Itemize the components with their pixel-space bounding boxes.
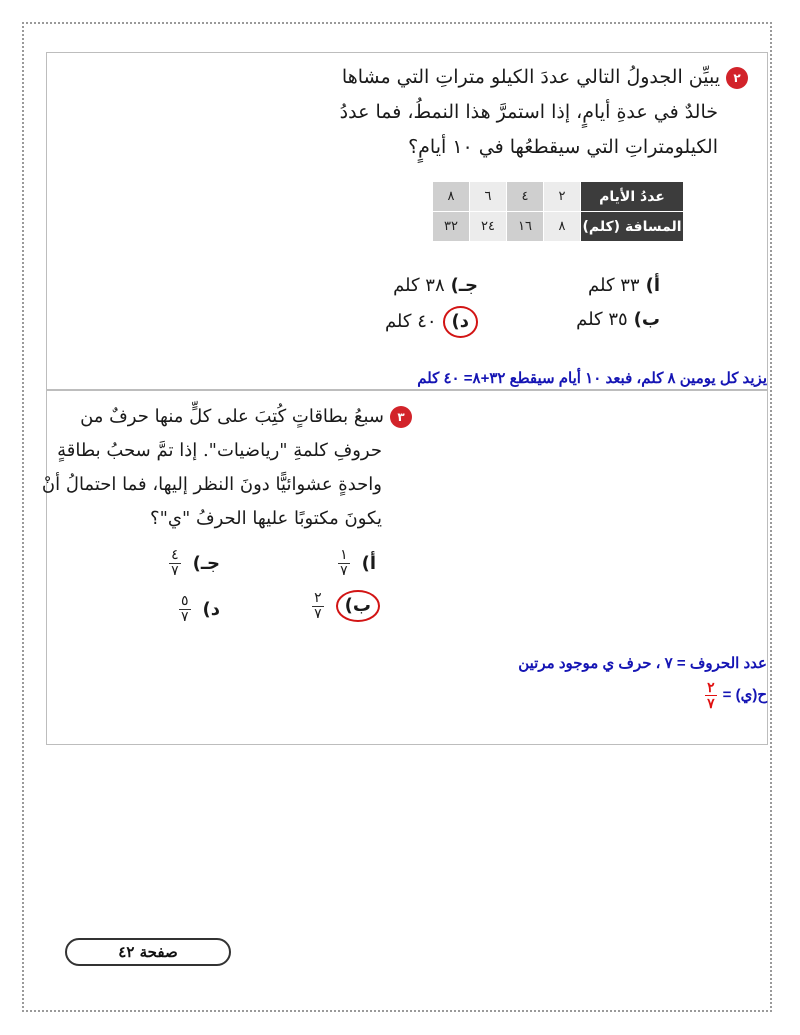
choice-letter: أ) (645, 275, 660, 296)
q3-choice-b (312, 590, 380, 622)
choice-text: ٣٥ كلم (576, 309, 628, 330)
fraction: $\frac{٤}{٧}$ (171, 547, 179, 579)
question-2-line-1: يبيِّن الجدولُ التالي عددَ الكيلو متراتِ التي مشاها (341, 66, 720, 88)
q2-choice-c (393, 275, 478, 296)
q3-choice-a (338, 548, 376, 579)
question-3-line-1: سبعُ بطاقاتٍ كُتِبَ على كلٍّ منها حرفٌ من (80, 406, 384, 427)
choice-text: ٣٨ كلم (393, 275, 445, 296)
q3-solution-line-1 (47, 654, 767, 672)
q2-solution (47, 369, 767, 387)
q3-choice-d (179, 594, 220, 625)
fraction: $\frac{٥}{٧}$ (181, 593, 189, 625)
table-row-distance (433, 212, 684, 242)
selected-answer-circle: د) (443, 306, 478, 338)
table-cell: ٢٤ (470, 212, 507, 242)
choice-text: ٣٣ كلم (588, 275, 640, 296)
question-3-number: ٣ (390, 406, 412, 428)
choice-letter: أ) (361, 552, 376, 574)
q3-solution-text: عدد الحروف = ٧ ، حرف ي موجود مرتين (518, 655, 767, 672)
choice-letter: جـ) (450, 275, 478, 296)
table-header-distance: المسافة (كلم) (581, 212, 684, 242)
choice-letter: ب) (633, 309, 660, 330)
q3-solution-line-2 (47, 680, 767, 711)
q2-choice-a (588, 275, 660, 296)
table-cell: ٣٢ (433, 212, 470, 242)
table-cell: ١٦ (507, 212, 544, 242)
fraction: $\frac{١}{٧}$ (340, 547, 348, 579)
table-cell: ٢ (544, 182, 581, 212)
selected-answer-circle: ب) (336, 590, 380, 622)
table-cell: ٨ (544, 212, 581, 242)
table-cell: ٦ (470, 182, 507, 212)
question-2-number: ٢ (726, 67, 748, 89)
q2-choice-b (576, 309, 660, 330)
q3-solution-lhs: ح(ي) = (722, 686, 767, 704)
table-cell: ٨ (433, 182, 470, 212)
table-row-days (433, 182, 684, 212)
question-2-text (340, 60, 748, 165)
question-2-line-3: الكيلومتراتِ التي سيقطعُها في ١٠ أيامٍ؟ (408, 136, 718, 158)
table-header-days: عددُ الأيام (581, 182, 684, 212)
fraction: $\frac{٢}{٧}$ (314, 589, 322, 622)
q2-choice-d (385, 306, 478, 338)
question-3-line-3: واحدةٍ عشوائيًّا دونَ النظر إليها، فما احتمالُ أنْ (41, 474, 382, 495)
q3-choice-c (169, 548, 220, 579)
question-3-text (42, 400, 412, 536)
page-number-label: صفحة ٤٢ (65, 938, 231, 966)
q3-solution-fraction: $\frac{٢}{٧}$ (707, 679, 715, 711)
choice-text: ٤٠ كلم (384, 311, 437, 332)
question-3-line-4: يكونَ مكتوبًا عليها الحرفُ "ي"؟ (150, 508, 382, 529)
days-distance-table (432, 181, 684, 242)
question-3-line-2: حروفِ كلمةِ "رياضيات". إذا تمَّ سحبُ بطاقةٍ (57, 440, 382, 461)
choice-letter: جـ) (192, 552, 220, 574)
q2-solution-text: يزيد كل يومين ٨ كلم، فبعد ١٠ أيام سيقطع ٣٢+٨= ٤٠ كلم (417, 370, 767, 387)
table-cell: ٤ (507, 182, 544, 212)
question-2-line-2: خالدٌ في عدةِ أيامٍ، إذا استمرَّ هذا النمطُ، فما عددُ (339, 101, 718, 123)
choice-letter: د) (202, 598, 220, 620)
